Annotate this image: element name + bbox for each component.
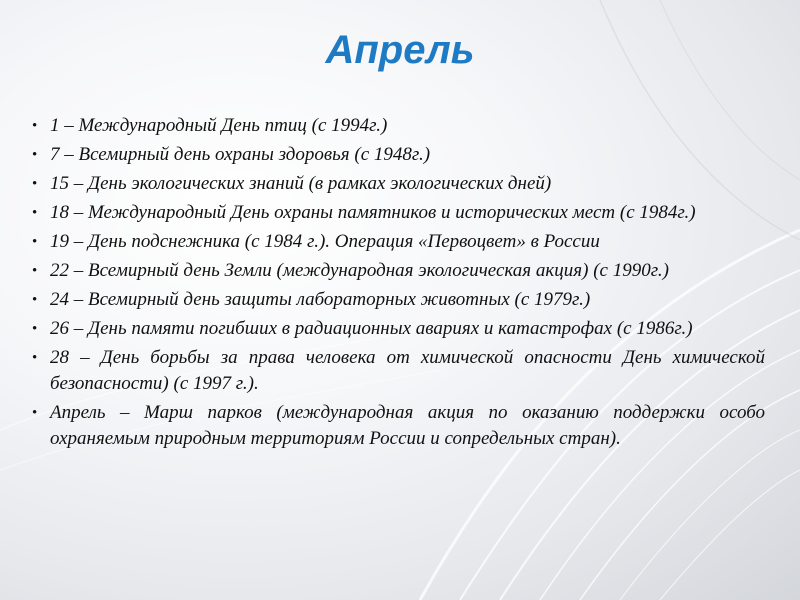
- list-item-text: 15 – День экологических знаний (в рамках экологических дней): [50, 173, 552, 194]
- list-item: [32, 400, 765, 452]
- list-item-text: 26 – День памяти погибших в радиационных авариях и катастрофах (с 1986г.): [50, 318, 693, 339]
- list-item-text: 7 – Всемирный день охраны здоровья (с 1948г.): [50, 144, 431, 165]
- slide-title: Апрель: [325, 28, 475, 72]
- bullet-dot-icon: •: [32, 234, 38, 250]
- bullet-dot-icon: •: [32, 405, 38, 421]
- list-item-text: 24 – Всемирный день защиты лабораторных животных (с 1979г.): [50, 289, 591, 310]
- list-item-text: 1 – Международный День птиц (с 1994г.): [50, 115, 388, 136]
- list-item-text: 28 – День борьбы за права человека от химической опасности День химической безопасности) (с 1997 г.).: [50, 347, 765, 394]
- list-item: [32, 316, 765, 342]
- bullet-dot-icon: •: [32, 176, 38, 192]
- bullet-dot-icon: •: [32, 147, 38, 163]
- list-item: [32, 345, 765, 397]
- list-item-text: 18 – Международный День охраны памятников и исторических мест (с 1984г.): [50, 202, 696, 223]
- bullet-dot-icon: •: [32, 292, 38, 308]
- list-item: [32, 113, 765, 139]
- bullet-dot-icon: •: [32, 118, 38, 134]
- list-item-text: Апрель – Марш парков (международная акция по оказанию поддержки особо охраняемым природным территориям России и сопредельных стран).: [50, 402, 765, 449]
- list-item: [32, 200, 765, 226]
- bullet-dot-icon: •: [32, 350, 38, 366]
- bullet-dot-icon: •: [32, 321, 38, 337]
- list-item: [32, 229, 765, 255]
- events-list: [32, 113, 765, 455]
- list-item-text: 22 – Всемирный день Земли (международная экологическая акция) (с 1990г.): [50, 260, 669, 281]
- list-item: [32, 258, 765, 284]
- list-item-text: 19 – День подснежника (с 1984 г.). Операция «Первоцвет» в России: [50, 231, 600, 252]
- bullet-dot-icon: •: [32, 205, 38, 221]
- list-item: [32, 287, 765, 313]
- list-item: [32, 142, 765, 168]
- list-item: [32, 171, 765, 197]
- bullet-dot-icon: •: [32, 263, 38, 279]
